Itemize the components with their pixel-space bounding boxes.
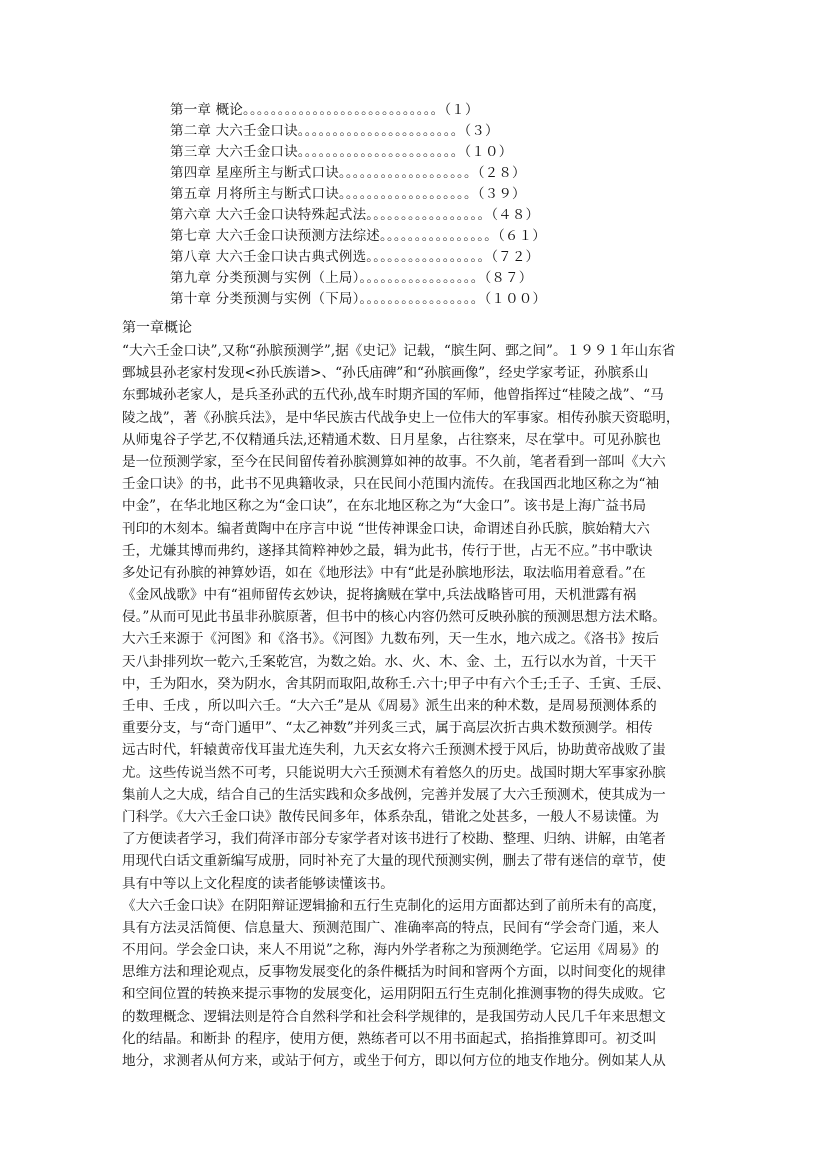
text-line: 从师鬼谷子学艺,不仅精通兵法,还精通术数、日月星象，占往察来，尽在掌中。可见孙膑也: [122, 431, 661, 448]
toc-entry: 第六章 大六壬金口诀特殊起式法。。。。。。。。。。。。。。。。。（４８）: [170, 207, 540, 223]
toc-entry: 第二章 大六壬金口诀。。。。。。。。。。。。。。。。。。。。。。。（３）: [170, 123, 499, 139]
text-line: 《大六壬金口诀》在阴阳辩证逻辑揄和五行生克制化的运用方面都达到了前所未有的高度，: [122, 897, 666, 914]
text-line: 中金”，在华北地区称之为“金口诀”，在东北地区称之为“大金口”。该书是上海广益书局: [122, 498, 647, 515]
toc-entry: 第七章 大六壬金口诀预测方法综述。。。。。。。。。。。。。。。。（６１）: [170, 228, 546, 244]
text-line: 大六壬来源于《河图》和《洛书》。《河图》九数布列，天一生水，地六成之。《洛书》按后: [122, 631, 659, 648]
body-text: [122, 340, 712, 1072]
text-line: 化的结晶。和断卦 的程序，使用方便，熟练者可以不用书面起式，掐指推算即可。初爻叫: [122, 1030, 657, 1047]
text-line: 具有方法灵活简便、信息量大、预测范围广、准确率高的特点，民间有“学会奇门遁，来人: [122, 919, 660, 936]
text-line: 不用问。学会金口诀，来人不用说”之称，海内外学者称之为预测绝学。它运用《周易》的: [122, 942, 660, 959]
toc-entry: 第三章 大六壬金口诀。。。。。。。。。。。。。。。。。。。。。。。（１０）: [170, 144, 513, 160]
text-line: 远古时代，轩辕黄帝伐耳蚩尤连失利，九天玄女将六壬预测术授于风后，协助黄帝战败了蚩: [122, 742, 666, 759]
toc-entry: 第一章 概论。。。。。。。。。。。。。。。。。。。。。。。。。。。。（１）: [170, 102, 479, 118]
toc-entry: 第四章 星座所主与断式口诀。。。。。。。。。。。。。。。。。。。（２８）: [170, 165, 526, 181]
text-line: “大六壬金口诀”,又称“孙膑预测学”,据《史记》记载，“膑生阿、鄄之间”。１９９１年山东省: [122, 343, 676, 359]
text-line: 多处记有孙膑的神算妙语，如在《地形法》中有“此是孙膑地形法，取法临用着意看。”在: [122, 564, 646, 581]
text-line: 东鄄城孙老家人，是兵圣孙武的五代孙,战车时期齐国的军师，他曾指挥过“桂陵之战”、“马: [122, 387, 664, 404]
toc-entry: 第九章 分类预测与实例（上局）。。。。。。。。。。。。。。。。。（８７）: [170, 270, 533, 286]
toc-entry: 第五章 月将所主与断式口诀。。。。。。。。。。。。。。。。。。。（３９）: [170, 186, 526, 202]
text-line: 重要分支，与“奇门遁甲”、“太乙神数”并列炙三式，属于高层次折古典术数预测学。相传: [122, 720, 653, 737]
text-line: 和空间位置的转换来提示事物的发展变化，运用阴阳五行生克制化推测事物的得失成败。它: [122, 986, 666, 1003]
toc-entry: 第八章 大六壬金口诀古典式例选。。。。。。。。。。。。。。。。。（７２）: [170, 249, 540, 265]
text-line: 是一位预测学家，至今在民间留传着孙膑测算如神的故事。不久前，笔者看到一部叫《大六: [122, 453, 666, 470]
text-line: 用现代白话文重新编写成册，同时补充了大量的现代预测实例，删去了带有迷信的章节，使: [122, 853, 666, 870]
text-line: 地分，求测者从何方来，或站于何方，或坐于何方，即以何方位的地支作地分。例如某人从: [122, 1053, 666, 1069]
text-line: 的数理概念、逻辑法则是符合自然科学和社会科学规律的，是我国劳动人民几千年来思想文: [122, 1008, 666, 1025]
table-of-contents: [170, 100, 730, 310]
text-line: 门科学。《大六壬金口诀》散传民间多年，体系杂乱，错讹之处甚多，一般人不易读懂。为: [122, 808, 659, 825]
text-line: 侵。”从而可见此书虽非孙膑原著，但书中的核心内容仍然可反映孙膑的预测思想方法术略。: [122, 609, 666, 626]
text-line: 壬申、壬戌 ，所以叫六壬。“大六壬”是从《周易》派生出来的种术数，是周易预测体系的: [122, 698, 657, 714]
text-line: 壬金口诀》的书，此书不见典籍收录，只在民间小范围内流传。在我国西北地区称之为“袖: [122, 476, 660, 493]
text-line: 天八卦排列坎一乾六,壬案乾宫，为数之始。水、火、木、金、土，五行以水为首，十天干: [122, 653, 657, 670]
text-line: 壬，尤嫌其博而弗约，遂择其简粹神妙之最，辑为此书，传行于世，占无不应。”书中歌诀: [122, 542, 653, 559]
text-line: 《金风战歌》中有“祖师留传玄妙诀，捉将擒贼在掌中,兵法战略皆可用，天机泄露有祸: [122, 587, 637, 604]
text-line: 中，壬为阳水，癸为阴水，舍其阴而取阳,故称壬.六十;甲子中有六个壬;壬子、壬寅、壬辰、: [122, 675, 670, 692]
text-line: 具有中等以上文化程度的读者能够读懂该书。: [122, 875, 394, 892]
text-line: 陵之战”，著《孙膑兵法》，是中华民族古代战争史上一位伟大的军事家。相传孙膑天资聪明，: [122, 409, 680, 426]
toc-entry: 第十章 分类预测与实例（下局）。。。。。。。。。。。。。。。。。（１００）: [170, 291, 547, 307]
text-line: 鄄城县孙老家村发现<孙氏族谱>、“孙氏庙碑”和“孙膑画像”，经史学家考证，孙膑系山: [122, 365, 649, 382]
text-line: 集前人之大成，结合自己的生活实践和众多战例，完善并发展了大六壬预测术，使其成为一: [122, 786, 666, 803]
text-line: 了方便读者学习，我们荷泽市部分专家学者对该书进行了校勘、整理、归纳、讲解，由笔者: [122, 831, 666, 848]
text-line: 刊印的木刻本。编者黄陶中在序言中说 “世传神课金口诀，命谓述自孙氏膑，膑始精大六: [122, 520, 650, 537]
chapter-heading: 第一章概论: [122, 320, 192, 336]
text-line: 尤。这些传说当然不可考，只能说明大六壬预测术有着悠久的历史。战国时期大军事家孙膑: [122, 764, 666, 781]
text-line: 思维方法和理论观点，反事物发展变化的条件概括为时间和窨两个方面，以时间变化的规律: [122, 964, 666, 981]
